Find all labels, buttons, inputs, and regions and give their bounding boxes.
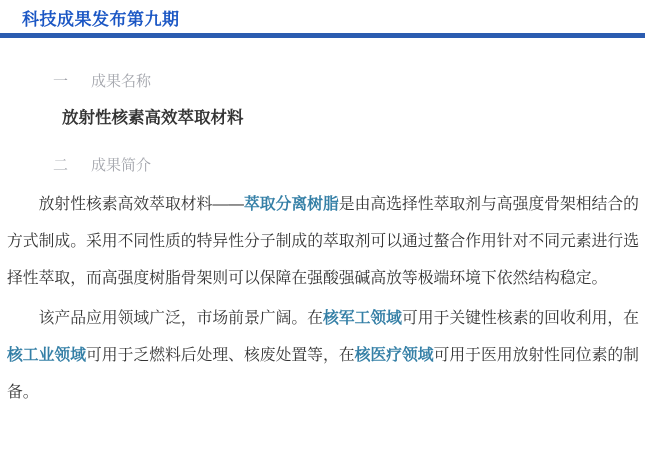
body-text-segment: 该产品应用领域广泛，市场前景广阔。在 xyxy=(38,310,323,327)
section-label-achievement-name xyxy=(53,72,645,92)
body-text-segment: 可用于乏燃料后处理、核废处置等，在 xyxy=(86,347,355,364)
section-title: 成果简介 xyxy=(91,157,152,174)
highlighted-term: 核工业领域 xyxy=(7,347,86,364)
intro-paragraph-applications xyxy=(7,300,639,411)
document-header xyxy=(0,9,645,38)
body-text-segment: 放射性核素高效萃取材料—— xyxy=(38,196,244,213)
header-divider-rule xyxy=(0,33,645,38)
highlighted-term: 核军工领域 xyxy=(322,310,402,327)
body-text-segment: 是由高选择性萃取剂与高强度骨架相结合的方式制成。采用不同性质的特异性分子制成的萃取剂可以通过螯合作用针对不同元素进行选择性萃取，而高强度树脂骨架则可以保障在强酸强碱高放等极端环境下依然结构稳定。 xyxy=(7,196,639,287)
section-number: 二 xyxy=(53,157,69,174)
highlighted-term: 萃取分离树脂 xyxy=(243,196,339,213)
achievement-name: 放射性核素高效萃取材料 xyxy=(62,109,244,127)
body-text-segment: 可用于关键性核素的回收利用，在 xyxy=(401,310,639,327)
document-page xyxy=(0,9,645,411)
body-text-segment: 可用于医用放射性同位素的制备。 xyxy=(7,347,639,401)
intro-paragraph-material-description xyxy=(7,186,639,297)
section-label-achievement-intro xyxy=(53,156,645,176)
section-number: 一 xyxy=(53,73,69,90)
page-title: 科技成果发布第九期 xyxy=(22,10,180,29)
highlighted-term: 核医疗领域 xyxy=(354,347,434,364)
section-title: 成果名称 xyxy=(91,73,152,90)
